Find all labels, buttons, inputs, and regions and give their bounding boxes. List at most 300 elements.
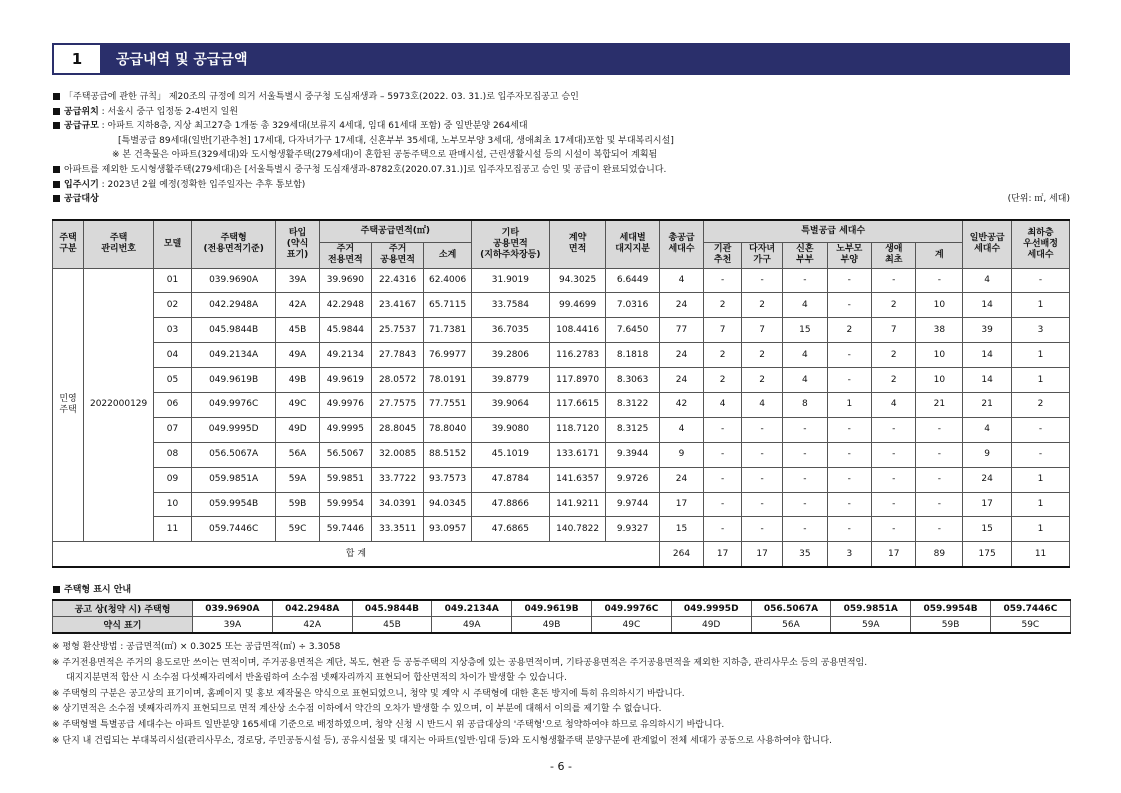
table-cell: 17 [963,492,1012,517]
note-line: ※ 단지 내 건립되는 부대복리시설(관리사무소, 경로당, 주민공동시설 등), 공유시설물 및 대지는 아파트(일반·임대 등)와 도시형생활주택 분양구분에 관계없이 전체 세대가 공동으로 사용하여야 합니다. [52,735,832,746]
intro-line [52,163,1070,178]
table-cell: 1 [827,392,871,417]
table-cell: 1 [1012,467,1070,492]
guide-row-short [53,617,1071,634]
table-cell: 28.0572 [371,368,423,393]
th-other-area: 기타 공용면적 (지하주차장등) [471,220,549,268]
table-cell: 45.1019 [471,442,549,467]
table-cell: 33.3511 [371,517,423,542]
th-model: 모델 [154,220,192,268]
table-cell: 10 [154,492,192,517]
table-cell: 99.4699 [549,293,606,318]
intro-sub-line: [특별공급 89세대(일반[기관추천] 17세대, 다자녀가구 17세대, 신혼부부 35세대, 노부모부양 3세대, 생애최초 17세대)포함 및 부대복리시설] [118,135,674,146]
guide-cell-short: 45B [352,617,432,634]
table-cell: 9.9726 [606,467,659,492]
table-cell: - [827,467,871,492]
table-cell: 9.3944 [606,442,659,467]
sum-label: 합 계 [53,542,660,568]
table-row [53,318,1070,343]
table-row [53,517,1070,542]
table-cell: 2 [704,368,742,393]
guide-cell-full: 049.9976C [591,600,671,617]
table-cell: 14 [963,368,1012,393]
table-cell: 9.9327 [606,517,659,542]
table-cell: 2 [704,343,742,368]
table-cell: 042.2948A [191,293,275,318]
note-line: ※ 주택형의 구분은 공고상의 표기이며, 홈페이지 및 홍보 제작물은 약식으로 표현되었으니, 청약 및 계약 시 주택형에 대한 혼돈 방지에 특히 유의하시기 바랍니다. [52,688,685,699]
table-cell: 88.5152 [424,442,472,467]
th-area-group: 주택공급면적(㎡) [319,220,471,242]
table-cell: - [783,417,827,442]
table-cell: 33.7584 [471,293,549,318]
table-cell: 9 [963,442,1012,467]
table-cell: - [872,442,916,467]
table-cell: 059.7446C [191,517,275,542]
table-cell: 118.7120 [549,417,606,442]
sum-cell: 17 [704,542,742,568]
sum-cell: 3 [827,542,871,568]
table-cell: 62.4006 [424,268,472,293]
table-cell: 06 [154,392,192,417]
table-cell: 65.7115 [424,293,472,318]
table-cell: 49.2134 [319,343,371,368]
table-cell: - [916,492,963,517]
note-line: ※ 주거전용면적은 주거의 용도로만 쓰이는 면적이며, 주거공용면적은 계단, 복도, 현관 등 공동주택의 지상층에 있는 공용면적이며, 기타공용면적은 주거공용면적을 제외한 지하층, 관리사무소 등의 공용면적임. [52,657,868,668]
table-cell: - [783,467,827,492]
table-cell: - [872,268,916,293]
guide-cell-full: 049.2134A [432,600,512,617]
sum-cell: 17 [872,542,916,568]
th-general-units: 일반공급 세대수 [963,220,1012,268]
table-cell: - [827,417,871,442]
th-sp-parent: 노부모 부양 [827,242,871,268]
table-row [53,442,1070,467]
table-cell: - [742,417,783,442]
guide-cell-short: 49A [432,617,512,634]
table-cell: 7.0316 [606,293,659,318]
table-sum-row [53,542,1070,568]
table-row [53,392,1070,417]
guide-cell-full: 045.9844B [352,600,432,617]
table-cell: 42.2948 [319,293,371,318]
square-bullet-icon [53,122,60,129]
table-cell: 6.6449 [606,268,659,293]
table-cell: - [704,517,742,542]
square-bullet-icon [53,181,60,188]
table-cell: 8.3125 [606,417,659,442]
table-cell: 47.8866 [471,492,549,517]
table-cell: 039.9690A [191,268,275,293]
table-cell: 7 [742,318,783,343]
th-type-full: 주택형 (전용면적기준) [191,220,275,268]
guide-cell-full: 059.7446C [990,600,1070,617]
table-cell: 14 [963,293,1012,318]
table-cell: 05 [154,368,192,393]
supply-target-heading [52,192,1070,207]
table-cell: 1 [1012,492,1070,517]
table-cell: 10 [916,368,963,393]
guide-cell-short: 42A [272,617,352,634]
sum-cell: 89 [916,542,963,568]
table-cell: 49B [276,368,319,393]
table-cell: - [704,467,742,492]
table-cell: - [916,467,963,492]
table-cell: 116.2783 [549,343,606,368]
table-cell: 4 [963,268,1012,293]
th-lowest-floor: 최하층 우선배정 세대수 [1012,220,1070,268]
guide-cell-short: 49D [671,617,751,634]
section-number: 1 [54,45,100,73]
table-cell: 39.9080 [471,417,549,442]
table-cell: 28.8045 [371,417,423,442]
table-cell: - [872,467,916,492]
table-cell: 93.0957 [424,517,472,542]
intro-lines-2 [52,163,1070,192]
table-cell: 42 [659,392,703,417]
table-cell: 27.7575 [371,392,423,417]
table-row [53,268,1070,293]
table-cell: 4 [704,392,742,417]
table-cell: 02 [154,293,192,318]
table-cell: 04 [154,343,192,368]
table-cell: 049.2134A [191,343,275,368]
table-cell: 42A [276,293,319,318]
intro-line [52,105,1070,120]
supply-target-label: 공급대상 [64,194,99,205]
guide-cell-full: 059.9851A [831,600,911,617]
guide-label-full: 공고 상(청약 시) 주택형 [53,600,193,617]
table-cell: 15 [659,517,703,542]
th-private-area: 주거 전용면적 [319,242,371,268]
table-cell: - [704,268,742,293]
table-cell: 1 [1012,293,1070,318]
table-cell: 2 [872,343,916,368]
table-cell: 4 [659,417,703,442]
table-cell: 049.9995D [191,417,275,442]
note-line: 대지지분면적 합산 시 소수점 다섯째자리에서 반올림하여 소수점 넷째자리까지 표현되어 합산면적의 차이가 발생할 수 있습니다. [66,673,567,684]
th-house-type: 주택 구분 [53,220,84,268]
table-cell: 24 [659,343,703,368]
th-special-group: 특별공급 세대수 [704,220,963,242]
table-cell: 03 [154,318,192,343]
table-cell: 59.9851 [319,467,371,492]
table-cell: 4 [963,417,1012,442]
table-cell: 59.9954 [319,492,371,517]
table-cell: 59B [276,492,319,517]
table-cell: 45.9844 [319,318,371,343]
table-cell: 4 [783,368,827,393]
table-cell: 2 [872,368,916,393]
guide-cell-short: 49C [591,617,671,634]
table-cell: - [827,442,871,467]
table-cell: 4 [659,268,703,293]
table-cell: - [827,517,871,542]
intro-line-label: 입주시기 [64,179,99,190]
th-sp-newlywed: 신혼 부부 [783,242,827,268]
table-cell: 2 [827,318,871,343]
table-cell: 117.8970 [549,368,606,393]
table-cell: 56A [276,442,319,467]
table-cell: 4 [872,392,916,417]
table-cell: 78.8040 [424,417,472,442]
page-number: - 6 - [550,760,572,773]
note-line: ※ 평형 환산방법 : 공급면적(㎡) × 0.3025 또는 공급면적(㎡) ÷ 3.3058 [52,642,341,652]
square-bullet-icon [53,166,60,173]
sum-cell: 11 [1012,542,1070,568]
table-cell: 4 [783,293,827,318]
table-cell: - [872,492,916,517]
house-type-cell: 민영 주택 [53,268,84,542]
unit-label: (단위: ㎡, 세대) [1007,194,1070,205]
table-cell: - [704,492,742,517]
table-cell: - [742,268,783,293]
intro-line-text: : 아파트 지하8층, 지상 최고27층 1개동 총 329세대(보류지 4세대, 임대 61세대 포함) 중 일반분양 264세대 [98,121,528,132]
intro-block [52,90,1070,207]
table-cell: - [742,492,783,517]
table-cell: - [783,268,827,293]
table-cell: - [783,442,827,467]
note-line: ※ 상기면적은 소수점 넷째자리까지 표현되므로 면적 계산상 소수점 이하에서 약간의 오차가 발생할 수 있으며, 이 부분에 대해서 이의를 제기할 수 없습니다. [52,704,662,715]
guide-cell-full: 039.9690A [193,600,273,617]
supply-table-body [53,268,1070,567]
table-cell: 49A [276,343,319,368]
table-cell: 39.2806 [471,343,549,368]
table-cell: 7 [704,318,742,343]
table-cell: 1 [1012,517,1070,542]
table-cell: 08 [154,442,192,467]
table-cell: 059.9954B [191,492,275,517]
guide-cell-full: 049.9619B [512,600,592,617]
table-cell: 059.9851A [191,467,275,492]
table-cell: 36.7035 [471,318,549,343]
table-cell: 4 [742,392,783,417]
table-cell: 59C [276,517,319,542]
section-title: 공급내역 및 공급금액 [116,52,248,68]
table-cell: 3 [1012,318,1070,343]
table-cell: 8.3122 [606,392,659,417]
table-cell: 1 [1012,343,1070,368]
table-cell: - [872,417,916,442]
table-cell: 39.9690 [319,268,371,293]
table-cell: 8 [783,392,827,417]
table-cell: - [742,517,783,542]
table-cell: - [742,442,783,467]
table-cell: 94.0345 [424,492,472,517]
table-cell: - [1012,417,1070,442]
table-cell: - [704,442,742,467]
intro-line-label: 공급규모 [64,121,99,132]
table-cell: 2 [742,343,783,368]
table-cell: 27.7843 [371,343,423,368]
table-cell: 77.7551 [424,392,472,417]
th-total-units: 총공급 세대수 [659,220,703,268]
table-cell: 24 [963,467,1012,492]
guide-cell-full: 059.9954B [911,600,991,617]
table-cell: 2 [1012,392,1070,417]
table-cell: 31.9019 [471,268,549,293]
th-sp-institution: 기관 추천 [704,242,742,268]
notes-block [52,640,1070,749]
table-cell: - [872,517,916,542]
table-cell: 76.9977 [424,343,472,368]
intro-line [52,90,1070,105]
table-cell: 10 [916,293,963,318]
table-cell: 141.6357 [549,467,606,492]
th-sp-multichild: 다자녀 가구 [742,242,783,268]
table-cell: 49C [276,392,319,417]
table-cell: 133.6171 [549,442,606,467]
th-sp-firsttime: 생애 최초 [872,242,916,268]
intro-line-label: 공급위치 [64,106,99,117]
guide-row-full [53,600,1071,617]
table-cell: 045.9844B [191,318,275,343]
th-mgmt-no: 주택 관리번호 [84,220,154,268]
table-cell: 49D [276,417,319,442]
table-row [53,417,1070,442]
table-cell: 056.5067A [191,442,275,467]
intro-sub-note: ※ 본 건축물은 아파트(329세대)와 도시형생활주택(279세대)이 혼합된 공동주택으로 판매시설, 근린생활시설 등의 시설이 복합되어 계획됨 [112,150,658,161]
table-cell: 21 [963,392,1012,417]
guide-cell-short: 49B [512,617,592,634]
table-cell: 15 [963,517,1012,542]
table-cell: - [916,442,963,467]
guide-cell-short: 59C [990,617,1070,634]
table-cell: 10 [916,343,963,368]
guide-cell-full: 049.9995D [671,600,751,617]
table-cell: 4 [783,343,827,368]
guide-cell-short: 59A [831,617,911,634]
table-cell: 78.0191 [424,368,472,393]
table-cell: 59A [276,467,319,492]
table-cell: 8.3063 [606,368,659,393]
table-cell: 141.9211 [549,492,606,517]
table-cell: 59.7446 [319,517,371,542]
table-cell: 45B [276,318,319,343]
square-bullet-icon [53,586,60,593]
table-row [53,492,1070,517]
table-row [53,293,1070,318]
th-contract-area: 계약 면적 [549,220,606,268]
table-cell: - [827,492,871,517]
th-sp-sum: 계 [916,242,963,268]
table-cell: 23.4167 [371,293,423,318]
table-cell: 56.5067 [319,442,371,467]
table-cell: - [742,467,783,492]
guide-cell-short: 39A [193,617,273,634]
table-cell: - [704,417,742,442]
table-cell: 49.9976 [319,392,371,417]
th-land-share: 세대별 대지지분 [606,220,659,268]
table-cell: 39A [276,268,319,293]
table-cell: 07 [154,417,192,442]
sum-cell: 35 [783,542,827,568]
display-guide-title: 주택형 표시 안내 [64,585,132,595]
table-cell: 117.6615 [549,392,606,417]
table-cell: 21 [916,392,963,417]
mgmt-no-cell: 2022000129 [84,268,154,542]
square-bullet-icon [53,195,60,202]
square-bullet-icon [53,93,60,100]
guide-cell-full: 056.5067A [751,600,831,617]
table-cell: 049.9976C [191,392,275,417]
intro-line-text: : 서울시 중구 입정동 2-4번지 일원 [98,106,239,117]
table-cell: 24 [659,368,703,393]
display-guide-heading [52,583,1070,598]
table-cell: 39.9064 [471,392,549,417]
table-cell: 7.6450 [606,318,659,343]
table-cell: 108.4416 [549,318,606,343]
guide-cell-short: 59B [911,617,991,634]
intro-line [52,178,1070,193]
guide-cell-short: 56A [751,617,831,634]
table-cell: 47.6865 [471,517,549,542]
table-cell: 1 [1012,368,1070,393]
table-cell: 49.9619 [319,368,371,393]
table-cell: - [916,268,963,293]
intro-line-text: 「주택공급에 관한 규칙」 제20조의 규정에 의거 서울특별시 중구청 도심재생과 – 5973호(2022. 03. 31.)로 입주자모집공고 승인 [64,92,579,102]
table-cell: 24 [659,467,703,492]
table-cell: 09 [154,467,192,492]
table-cell: - [827,293,871,318]
table-cell: 049.9619B [191,368,275,393]
table-cell: 2 [704,293,742,318]
table-cell: - [827,268,871,293]
table-cell: 2 [872,293,916,318]
guide-label-short: 약식 표기 [53,617,193,634]
table-cell: 77 [659,318,703,343]
table-cell: 11 [154,517,192,542]
table-cell: 34.0391 [371,492,423,517]
table-cell: 9 [659,442,703,467]
supply-table [52,219,1070,568]
note-line: ※ 주택형별 특별공급 세대수는 아파트 일반분양 165세대 기준으로 배정하였으며, 청약 신청 시 반드시 위 공급대상의 '주택형'으로 청약하여야 하므로 유의하시기 바랍니다. [52,719,725,730]
square-bullet-icon [53,108,60,115]
th-type-short: 타입 (약식 표기) [276,220,319,268]
table-row [53,343,1070,368]
intro-line-text: : 2023년 2월 예정(정확한 입주일자는 추후 통보함) [98,179,306,190]
table-cell: 93.7573 [424,467,472,492]
table-cell: 14 [963,343,1012,368]
sum-cell: 175 [963,542,1012,568]
table-cell: 24 [659,293,703,318]
table-row [53,467,1070,492]
section-banner [52,43,1070,75]
table-cell: - [783,517,827,542]
table-cell: 2 [742,293,783,318]
table-cell: - [827,368,871,393]
table-cell: 7 [872,318,916,343]
table-cell: - [916,517,963,542]
table-cell: 9.9744 [606,492,659,517]
table-cell: 25.7537 [371,318,423,343]
table-cell: 49.9995 [319,417,371,442]
guide-cell-full: 042.2948A [272,600,352,617]
table-cell: 2 [742,368,783,393]
intro-lines [52,90,1070,134]
table-cell: - [916,417,963,442]
table-cell: 33.7722 [371,467,423,492]
table-cell: 8.1818 [606,343,659,368]
display-guide-table [52,599,1071,634]
table-cell: - [1012,442,1070,467]
table-cell: - [783,492,827,517]
table-cell: 47.8784 [471,467,549,492]
intro-line [52,119,1070,134]
sum-cell: 17 [742,542,783,568]
table-cell: 140.7822 [549,517,606,542]
table-row [53,368,1070,393]
table-cell: 94.3025 [549,268,606,293]
